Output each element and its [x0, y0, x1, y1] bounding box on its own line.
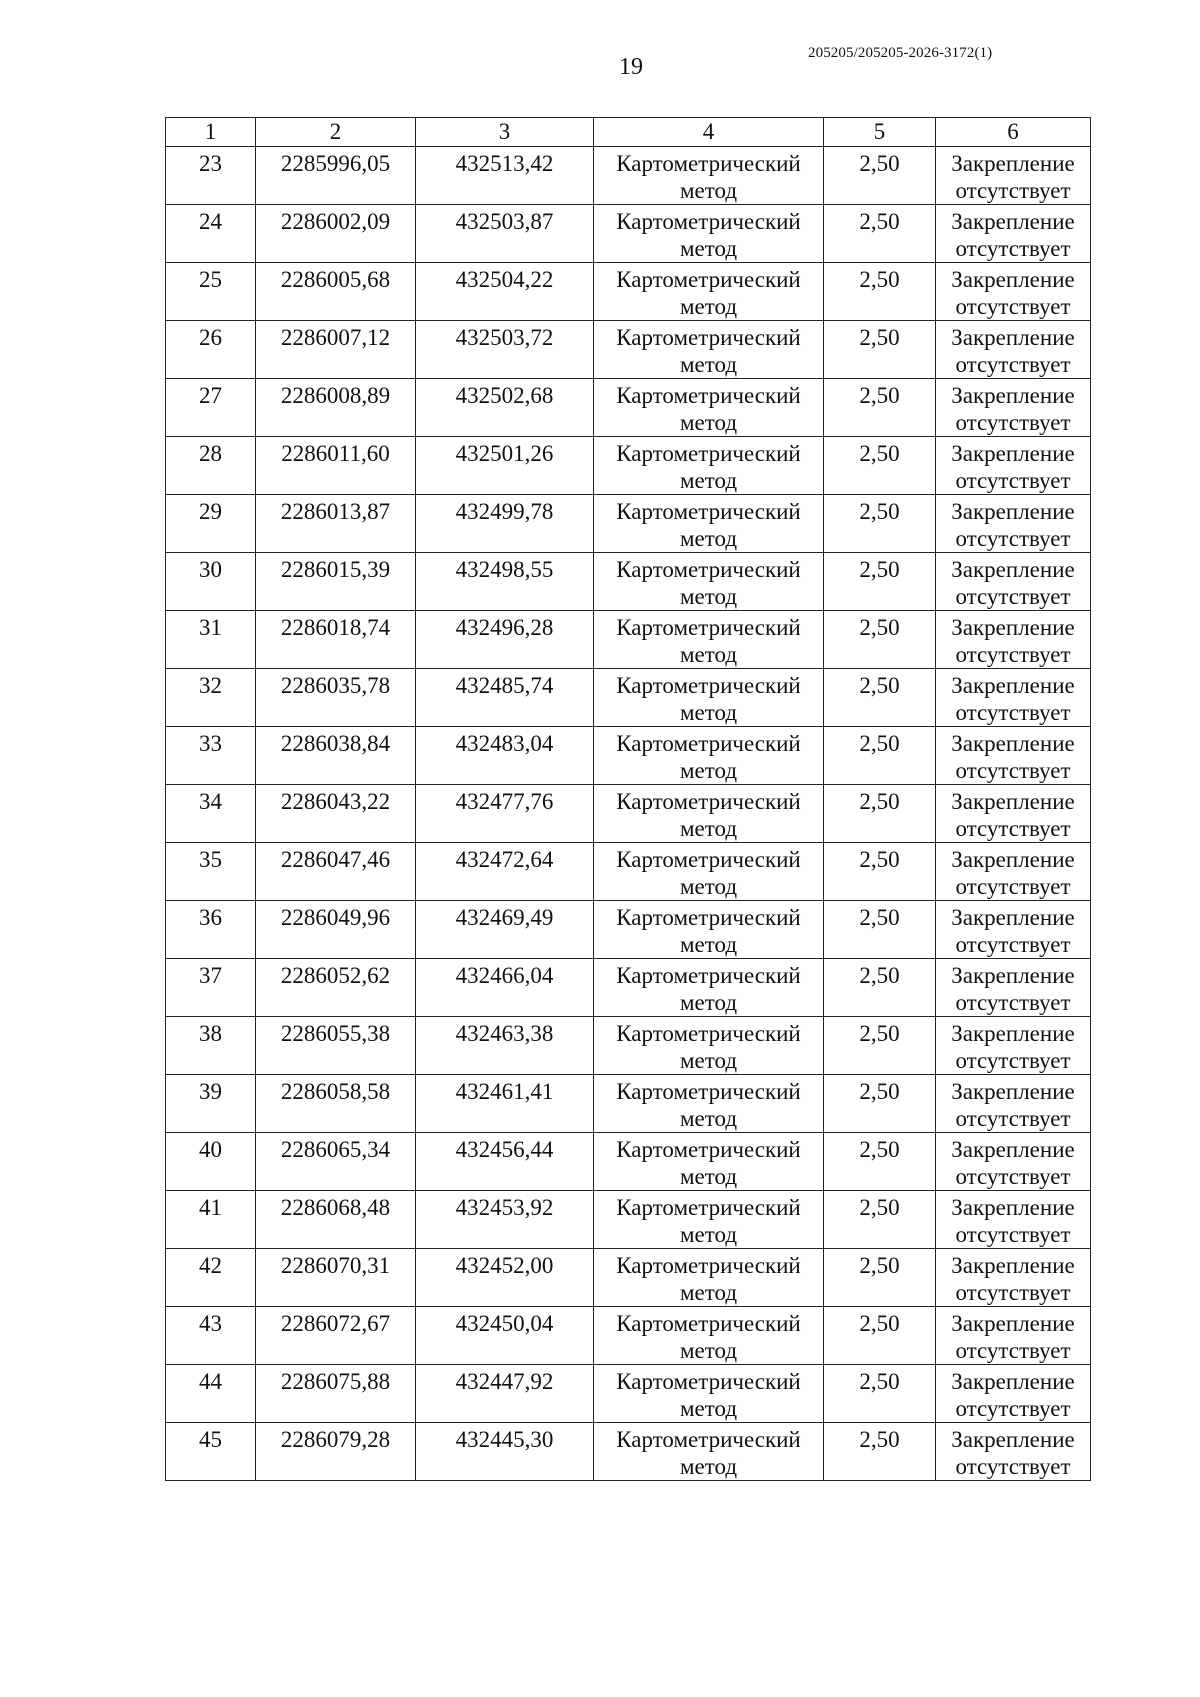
method-cell: Картометрический метод — [594, 1191, 824, 1249]
method-cell: Картометрический метод — [594, 669, 824, 727]
x-coordinate-cell: 2286013,87 — [256, 495, 416, 553]
column-header-5: 5 — [824, 118, 936, 147]
method-cell: Картометрический метод — [594, 379, 824, 437]
y-coordinate-cell: 432466,04 — [416, 959, 594, 1017]
x-coordinate-cell: 2286005,68 — [256, 263, 416, 321]
table-row — [166, 1017, 1091, 1075]
method-cell: Картометрический метод — [594, 1365, 824, 1423]
table-row — [166, 901, 1091, 959]
fixing-description-cell: Закрепление отсутствует — [936, 147, 1091, 205]
method-cell: Картометрический метод — [594, 1423, 824, 1481]
table-row — [166, 379, 1091, 437]
method-cell: Картометрический метод — [594, 611, 824, 669]
accuracy-cell: 2,50 — [824, 1133, 936, 1191]
fixing-description-cell: Закрепление отсутствует — [936, 843, 1091, 901]
point-number-cell: 33 — [166, 727, 256, 785]
accuracy-cell: 2,50 — [824, 1423, 936, 1481]
point-number-cell: 25 — [166, 263, 256, 321]
fixing-description-cell: Закрепление отсутствует — [936, 1017, 1091, 1075]
accuracy-cell: 2,50 — [824, 959, 936, 1017]
point-number-cell: 45 — [166, 1423, 256, 1481]
table-body — [166, 147, 1091, 1481]
accuracy-cell: 2,50 — [824, 495, 936, 553]
fixing-description-cell: Закрепление отсутствует — [936, 321, 1091, 379]
x-coordinate-cell: 2286035,78 — [256, 669, 416, 727]
fixing-description-cell: Закрепление отсутствует — [936, 553, 1091, 611]
point-number-cell: 37 — [166, 959, 256, 1017]
x-coordinate-cell: 2286011,60 — [256, 437, 416, 495]
column-header-3: 3 — [416, 118, 594, 147]
x-coordinate-cell: 2286055,38 — [256, 1017, 416, 1075]
accuracy-cell: 2,50 — [824, 669, 936, 727]
x-coordinate-cell: 2286018,74 — [256, 611, 416, 669]
y-coordinate-cell: 432501,26 — [416, 437, 594, 495]
coordinates-table — [165, 117, 1091, 1481]
x-coordinate-cell: 2286052,62 — [256, 959, 416, 1017]
x-coordinate-cell: 2286007,12 — [256, 321, 416, 379]
point-number-cell: 43 — [166, 1307, 256, 1365]
y-coordinate-cell: 432445,30 — [416, 1423, 594, 1481]
table-row — [166, 843, 1091, 901]
point-number-cell: 27 — [166, 379, 256, 437]
accuracy-cell: 2,50 — [824, 205, 936, 263]
fixing-description-cell: Закрепление отсутствует — [936, 379, 1091, 437]
method-cell: Картометрический метод — [594, 1017, 824, 1075]
point-number-cell: 32 — [166, 669, 256, 727]
accuracy-cell: 2,50 — [824, 437, 936, 495]
method-cell: Картометрический метод — [594, 901, 824, 959]
accuracy-cell: 2,50 — [824, 901, 936, 959]
table-row — [166, 669, 1091, 727]
accuracy-cell: 2,50 — [824, 1365, 936, 1423]
table-row — [166, 1307, 1091, 1365]
method-cell: Картометрический метод — [594, 263, 824, 321]
y-coordinate-cell: 432485,74 — [416, 669, 594, 727]
fixing-description-cell: Закрепление отсутствует — [936, 611, 1091, 669]
method-cell: Картометрический метод — [594, 553, 824, 611]
point-number-cell: 39 — [166, 1075, 256, 1133]
x-coordinate-cell: 2286070,31 — [256, 1249, 416, 1307]
point-number-cell: 42 — [166, 1249, 256, 1307]
x-coordinate-cell: 2286068,48 — [256, 1191, 416, 1249]
fixing-description-cell: Закрепление отсутствует — [936, 205, 1091, 263]
x-coordinate-cell: 2286065,34 — [256, 1133, 416, 1191]
table-row — [166, 1191, 1091, 1249]
method-cell: Картометрический метод — [594, 1133, 824, 1191]
method-cell: Картометрический метод — [594, 1249, 824, 1307]
x-coordinate-cell: 2286049,96 — [256, 901, 416, 959]
fixing-description-cell: Закрепление отсутствует — [936, 785, 1091, 843]
column-header-4: 4 — [594, 118, 824, 147]
table-row — [166, 959, 1091, 1017]
point-number-cell: 35 — [166, 843, 256, 901]
table-row — [166, 263, 1091, 321]
point-number-cell: 41 — [166, 1191, 256, 1249]
y-coordinate-cell: 432502,68 — [416, 379, 594, 437]
table-row — [166, 321, 1091, 379]
accuracy-cell: 2,50 — [824, 1075, 936, 1133]
fixing-description-cell: Закрепление отсутствует — [936, 1423, 1091, 1481]
accuracy-cell: 2,50 — [824, 1307, 936, 1365]
method-cell: Картометрический метод — [594, 205, 824, 263]
y-coordinate-cell: 432498,55 — [416, 553, 594, 611]
method-cell: Картометрический метод — [594, 727, 824, 785]
y-coordinate-cell: 432472,64 — [416, 843, 594, 901]
point-number-cell: 23 — [166, 147, 256, 205]
accuracy-cell: 2,50 — [824, 263, 936, 321]
fixing-description-cell: Закрепление отсутствует — [936, 1307, 1091, 1365]
y-coordinate-cell: 432477,76 — [416, 785, 594, 843]
point-number-cell: 24 — [166, 205, 256, 263]
y-coordinate-cell: 432453,92 — [416, 1191, 594, 1249]
point-number-cell: 38 — [166, 1017, 256, 1075]
y-coordinate-cell: 432513,42 — [416, 147, 594, 205]
header-row — [166, 118, 1091, 147]
y-coordinate-cell: 432450,04 — [416, 1307, 594, 1365]
x-coordinate-cell: 2286038,84 — [256, 727, 416, 785]
y-coordinate-cell: 432503,87 — [416, 205, 594, 263]
table-row — [166, 1249, 1091, 1307]
point-number-cell: 28 — [166, 437, 256, 495]
accuracy-cell: 2,50 — [824, 147, 936, 205]
y-coordinate-cell: 432447,92 — [416, 1365, 594, 1423]
table-row — [166, 1423, 1091, 1481]
fixing-description-cell: Закрепление отсутствует — [936, 495, 1091, 553]
accuracy-cell: 2,50 — [824, 321, 936, 379]
method-cell: Картометрический метод — [594, 959, 824, 1017]
point-number-cell: 31 — [166, 611, 256, 669]
document-reference: 205205/205205-2026-3172(1) — [808, 45, 993, 61]
y-coordinate-cell: 432456,44 — [416, 1133, 594, 1191]
y-coordinate-cell: 432503,72 — [416, 321, 594, 379]
fixing-description-cell: Закрепление отсутствует — [936, 1075, 1091, 1133]
y-coordinate-cell: 432461,41 — [416, 1075, 594, 1133]
table-row — [166, 437, 1091, 495]
fixing-description-cell: Закрепление отсутствует — [936, 1191, 1091, 1249]
column-header-6: 6 — [936, 118, 1091, 147]
y-coordinate-cell: 432483,04 — [416, 727, 594, 785]
fixing-description-cell: Закрепление отсутствует — [936, 727, 1091, 785]
accuracy-cell: 2,50 — [824, 611, 936, 669]
x-coordinate-cell: 2286072,67 — [256, 1307, 416, 1365]
x-coordinate-cell: 2286047,46 — [256, 843, 416, 901]
y-coordinate-cell: 432504,22 — [416, 263, 594, 321]
point-number-cell: 29 — [166, 495, 256, 553]
table-row — [166, 785, 1091, 843]
accuracy-cell: 2,50 — [824, 785, 936, 843]
method-cell: Картометрический метод — [594, 785, 824, 843]
point-number-cell: 26 — [166, 321, 256, 379]
x-coordinate-cell: 2286008,89 — [256, 379, 416, 437]
point-number-cell: 36 — [166, 901, 256, 959]
fixing-description-cell: Закрепление отсутствует — [936, 1133, 1091, 1191]
fixing-description-cell: Закрепление отсутствует — [936, 669, 1091, 727]
table-row — [166, 205, 1091, 263]
table-row — [166, 147, 1091, 205]
accuracy-cell: 2,50 — [824, 843, 936, 901]
table-row — [166, 553, 1091, 611]
table-row — [166, 1365, 1091, 1423]
point-number-cell: 34 — [166, 785, 256, 843]
method-cell: Картометрический метод — [594, 843, 824, 901]
accuracy-cell: 2,50 — [824, 1017, 936, 1075]
y-coordinate-cell: 432496,28 — [416, 611, 594, 669]
accuracy-cell: 2,50 — [824, 553, 936, 611]
x-coordinate-cell: 2286043,22 — [256, 785, 416, 843]
x-coordinate-cell: 2286075,88 — [256, 1365, 416, 1423]
method-cell: Картометрический метод — [594, 147, 824, 205]
method-cell: Картометрический метод — [594, 495, 824, 553]
accuracy-cell: 2,50 — [824, 727, 936, 785]
method-cell: Картометрический метод — [594, 1075, 824, 1133]
table-row — [166, 1075, 1091, 1133]
accuracy-cell: 2,50 — [824, 1191, 936, 1249]
table-row — [166, 611, 1091, 669]
x-coordinate-cell: 2286002,09 — [256, 205, 416, 263]
page-number: 19 — [619, 54, 643, 80]
fixing-description-cell: Закрепление отсутствует — [936, 1365, 1091, 1423]
fixing-description-cell: Закрепление отсутствует — [936, 959, 1091, 1017]
y-coordinate-cell: 432463,38 — [416, 1017, 594, 1075]
point-number-cell: 44 — [166, 1365, 256, 1423]
point-number-cell: 40 — [166, 1133, 256, 1191]
fixing-description-cell: Закрепление отсутствует — [936, 1249, 1091, 1307]
table-row — [166, 495, 1091, 553]
fixing-description-cell: Закрепление отсутствует — [936, 901, 1091, 959]
y-coordinate-cell: 432469,49 — [416, 901, 594, 959]
table-row — [166, 727, 1091, 785]
method-cell: Картометрический метод — [594, 437, 824, 495]
accuracy-cell: 2,50 — [824, 379, 936, 437]
x-coordinate-cell: 2286015,39 — [256, 553, 416, 611]
method-cell: Картометрический метод — [594, 1307, 824, 1365]
column-header-2: 2 — [256, 118, 416, 147]
table-row — [166, 1133, 1091, 1191]
fixing-description-cell: Закрепление отсутствует — [936, 263, 1091, 321]
accuracy-cell: 2,50 — [824, 1249, 936, 1307]
column-header-1: 1 — [166, 118, 256, 147]
y-coordinate-cell: 432452,00 — [416, 1249, 594, 1307]
method-cell: Картометрический метод — [594, 321, 824, 379]
x-coordinate-cell: 2285996,05 — [256, 147, 416, 205]
fixing-description-cell: Закрепление отсутствует — [936, 437, 1091, 495]
x-coordinate-cell: 2286058,58 — [256, 1075, 416, 1133]
y-coordinate-cell: 432499,78 — [416, 495, 594, 553]
x-coordinate-cell: 2286079,28 — [256, 1423, 416, 1481]
point-number-cell: 30 — [166, 553, 256, 611]
table-header — [166, 118, 1091, 147]
